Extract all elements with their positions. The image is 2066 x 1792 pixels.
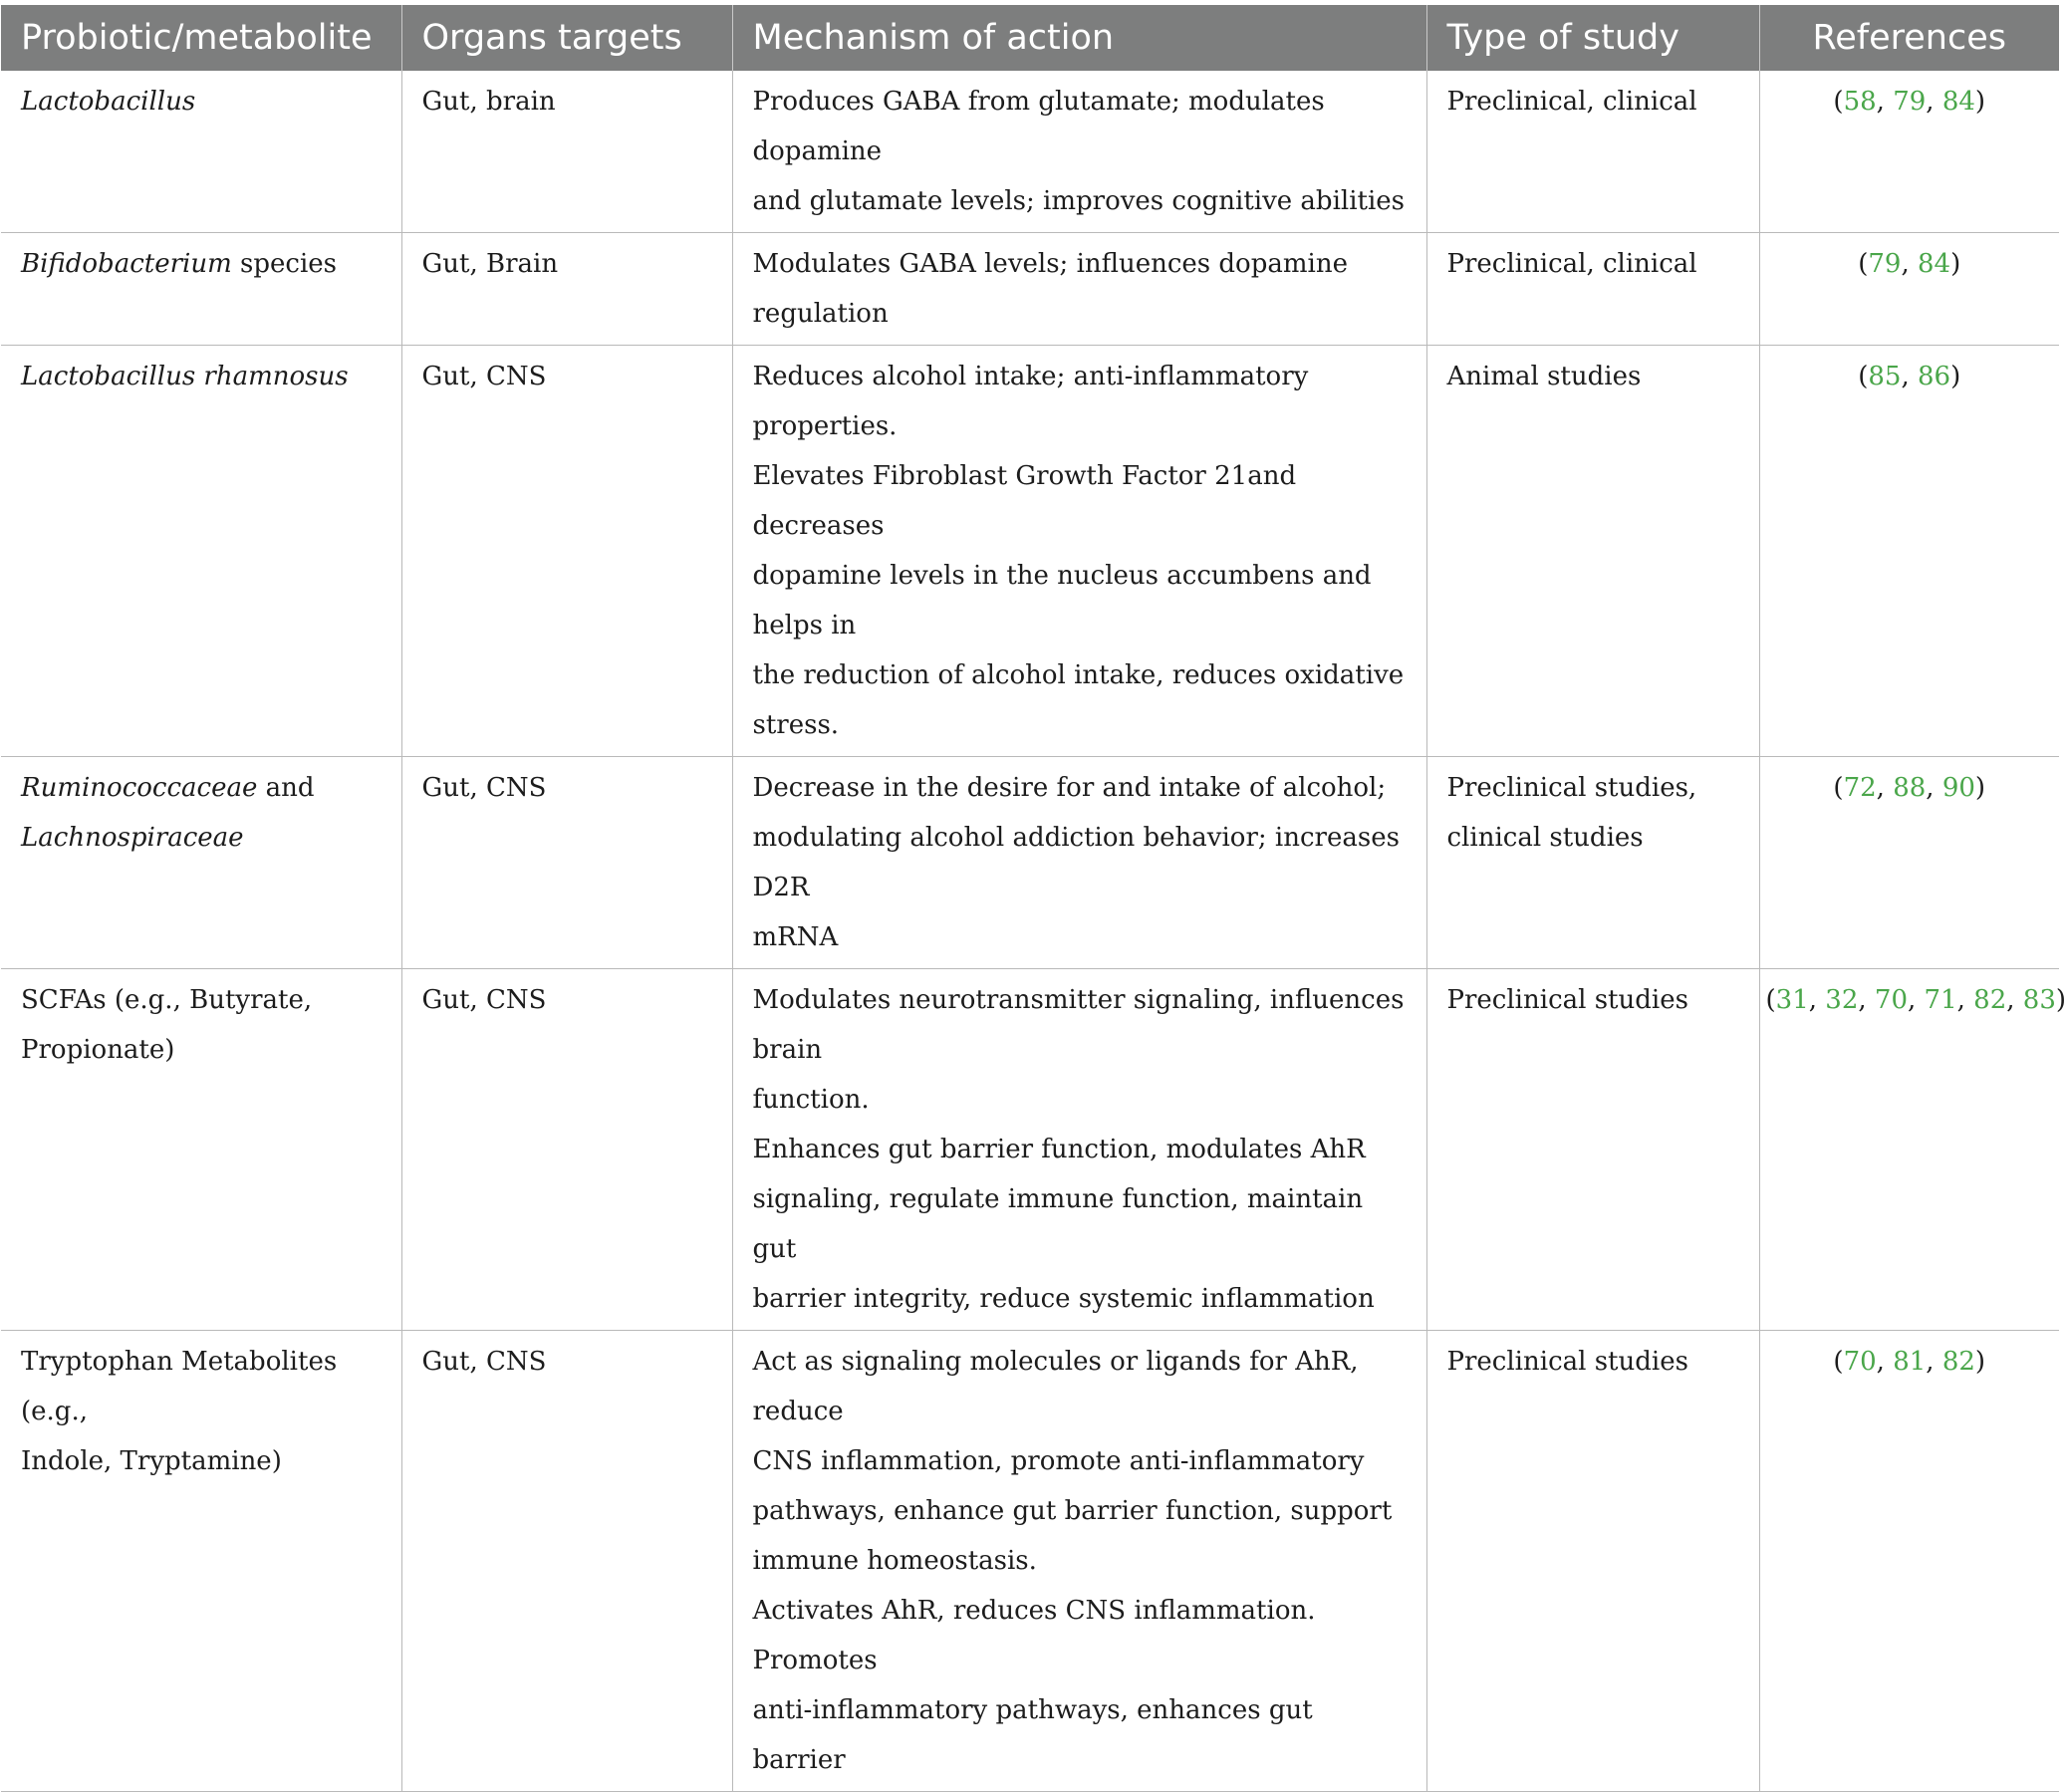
organs-cell: Gut, brain: [401, 71, 732, 233]
mechanism-cell: [732, 1331, 1426, 1792]
references-cell: (58, 79, 84): [1759, 71, 2059, 233]
study-cell: [1426, 969, 1759, 1331]
table-row: [1, 71, 2059, 233]
study-line: Preclinical studies,: [1446, 773, 1697, 803]
reference-link[interactable]: 88: [1893, 773, 1927, 803]
organs-cell: Gut, CNS: [401, 346, 732, 757]
study-line: Preclinical, clinical: [1446, 87, 1697, 117]
probiotic-name-italic: Lactobacillus: [21, 87, 196, 117]
table-row: [1, 969, 2059, 1331]
study-line: Preclinical, clinical: [1446, 249, 1697, 279]
reference-link[interactable]: 72: [1843, 773, 1877, 803]
probiotic-name-plain: and: [257, 773, 315, 803]
table-row: [1, 346, 2059, 757]
probiotic-cell: [1, 757, 401, 969]
probiotic-line: Propionate): [21, 1035, 175, 1065]
mechanism-line: signaling, regulate immune function, maintain gut: [752, 1184, 1364, 1264]
reference-link[interactable]: 84: [1918, 249, 1951, 279]
mechanism-line: regulation: [752, 299, 889, 329]
mechanism-cell: [732, 71, 1426, 233]
reference-link[interactable]: 90: [1941, 773, 1975, 803]
reference-link[interactable]: 83: [2022, 985, 2056, 1015]
probiotic-name-italic: Ruminococcaceae: [21, 773, 258, 803]
table-header: [1, 5, 2059, 71]
probiotic-name-italic: Bifidobacterium: [21, 249, 232, 279]
references-cell: (79, 84): [1759, 233, 2059, 346]
probiotic-name-italic: Lachnospiraceae: [21, 823, 244, 853]
probiotic-cell: [1, 969, 401, 1331]
header-mechanism: Mechanism of action: [732, 5, 1426, 71]
reference-link[interactable]: 79: [1868, 249, 1902, 279]
table-row: [1, 233, 2059, 346]
reference-link[interactable]: 85: [1868, 362, 1902, 391]
mechanism-line: mRNA: [752, 922, 839, 952]
organs-cell: Gut, CNS: [401, 969, 732, 1331]
reference-link[interactable]: 71: [1924, 985, 1957, 1015]
reference-link[interactable]: 82: [1941, 1347, 1975, 1377]
probiotic-name-plain: species: [231, 249, 337, 279]
study-line: Preclinical studies: [1446, 985, 1688, 1015]
reference-link[interactable]: 79: [1893, 87, 1927, 117]
study-cell: [1426, 233, 1759, 346]
mechanism-line: CNS inflammation, promote anti-inflammatory: [752, 1446, 1365, 1476]
mechanism-line: Produces GABA from glutamate; modulates dopamine: [752, 87, 1325, 166]
reference-link[interactable]: 58: [1843, 87, 1877, 117]
table-row: [1, 757, 2059, 969]
mechanism-line: Reduces alcohol intake; anti-inflammatory properties.: [752, 362, 1309, 441]
study-cell: [1426, 71, 1759, 233]
mechanism-cell: [732, 757, 1426, 969]
organs-cell: Gut, CNS: [401, 757, 732, 969]
table-row: [1, 1331, 2059, 1792]
mechanism-line: Modulates neurotransmitter signaling, influences brain: [752, 985, 1405, 1065]
mechanism-line: barrier integrity, reduce systemic inflammation: [752, 1284, 1375, 1314]
table-body: [1, 71, 2066, 1792]
probiotic-cell: [1, 1331, 401, 1792]
study-cell: [1426, 757, 1759, 969]
study-line: Animal studies: [1446, 362, 1642, 391]
mechanism-line: modulating alcohol addiction behavior; increases D2R: [752, 823, 1400, 902]
mechanism-cell: [732, 969, 1426, 1331]
mechanism-line: function.: [752, 1085, 870, 1115]
mechanism-line: pathways, enhance gut barrier function, support: [752, 1496, 1393, 1526]
reference-link[interactable]: 70: [1843, 1347, 1877, 1377]
references-cell: (31, 32, 70, 71, 82, 83): [1759, 969, 2059, 1331]
probiotic-line: Tryptophan Metabolites (e.g.,: [21, 1347, 338, 1426]
mechanism-line: Modulates GABA levels; influences dopamine: [752, 249, 1348, 279]
mechanism-line: Enhances gut barrier function, modulates AhR: [752, 1135, 1366, 1164]
reference-link[interactable]: 84: [1941, 87, 1975, 117]
references-cell: (85, 86): [1759, 346, 2059, 757]
mechanism-line: anti-inflammatory pathways, enhances gut barrier: [752, 1695, 1313, 1775]
reference-link[interactable]: 32: [1825, 985, 1859, 1015]
probiotic-cell: [1, 346, 401, 757]
mechanism-line: the reduction of alcohol intake, reduces oxidative stress.: [752, 660, 1405, 740]
header-type-of-study: Type of study: [1426, 5, 1759, 71]
reference-link[interactable]: 31: [1775, 985, 1809, 1015]
mechanism-cell: [732, 346, 1426, 757]
probiotic-cell: [1, 71, 401, 233]
reference-link[interactable]: 82: [1973, 985, 2007, 1015]
organs-cell: Gut, Brain: [401, 233, 732, 346]
mechanism-line: Act as signaling molecules or ligands for AhR, reduce: [752, 1347, 1359, 1426]
organs-cell: Gut, CNS: [401, 1331, 732, 1792]
mechanism-line: Activates AhR, reduces CNS inflammation. Promotes: [752, 1596, 1316, 1675]
data-table: [1, 5, 2066, 1792]
reference-link[interactable]: 86: [1918, 362, 1951, 391]
study-line: Preclinical studies: [1446, 1347, 1688, 1377]
header-references: References: [1759, 5, 2059, 71]
mechanism-cell: [732, 233, 1426, 346]
mechanism-line: immune homeostasis.: [752, 1546, 1037, 1576]
mechanism-line: Decrease in the desire for and intake of alcohol;: [752, 773, 1387, 803]
probiotic-line: SCFAs (e.g., Butyrate,: [21, 985, 313, 1015]
header-row: [1, 5, 2059, 71]
reference-link[interactable]: 70: [1874, 985, 1908, 1015]
header-organs-targets: Organs targets: [401, 5, 732, 71]
references-cell: (72, 88, 90): [1759, 757, 2059, 969]
references-cell: (70, 81, 82): [1759, 1331, 2059, 1792]
study-line: clinical studies: [1446, 823, 1644, 853]
reference-link[interactable]: 81: [1893, 1347, 1927, 1377]
probiotic-line: [21, 763, 382, 813]
probiotic-name-italic: Lactobacillus rhamnosus: [21, 362, 349, 391]
study-cell: [1426, 346, 1759, 757]
study-cell: [1426, 1331, 1759, 1792]
header-probiotic: Probiotic/metabolite: [1, 5, 401, 71]
mechanism-line: dopamine levels in the nucleus accumbens and helps in: [752, 561, 1372, 640]
mechanism-line: and glutamate levels; improves cognitive abilities: [752, 186, 1406, 216]
probiotic-line: Indole, Tryptamine): [21, 1446, 282, 1476]
probiotic-cell: [1, 233, 401, 346]
mechanism-line: Elevates Fibroblast Growth Factor 21and decreases: [752, 461, 1297, 541]
